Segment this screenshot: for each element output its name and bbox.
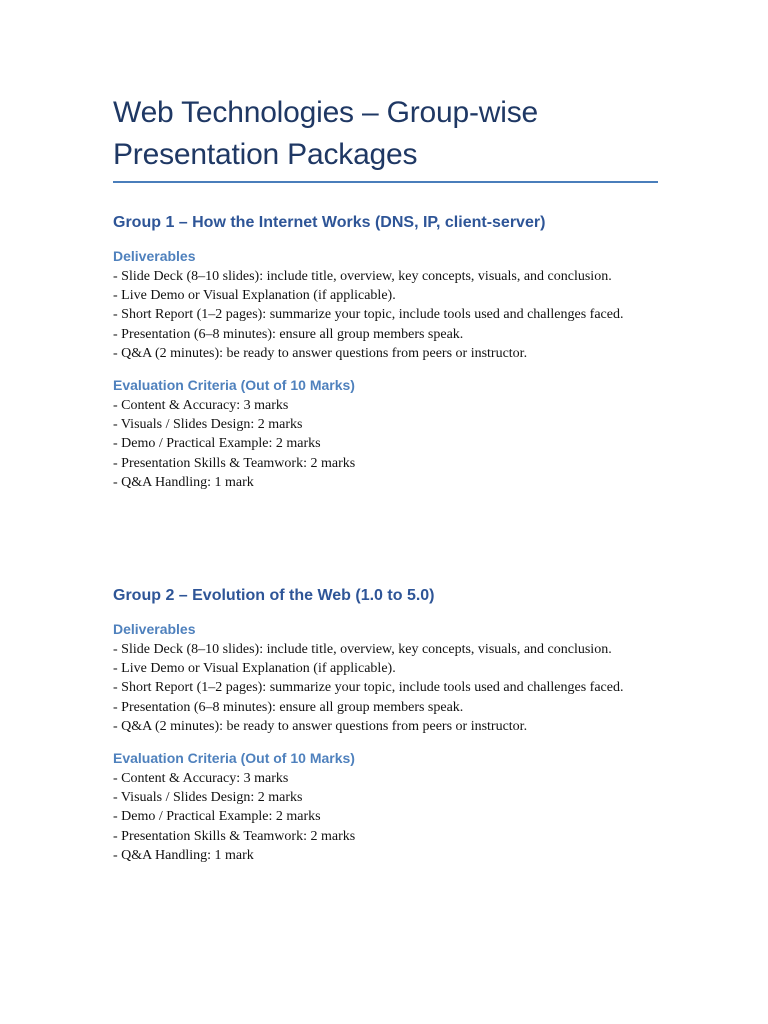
list-item: - Presentation Skills & Teamwork: 2 marks bbox=[113, 828, 356, 844]
evaluation-list bbox=[113, 396, 658, 492]
list-item: - Live Demo or Visual Explanation (if applicable). bbox=[113, 288, 396, 304]
evaluation-heading bbox=[113, 749, 658, 767]
list-item: - Slide Deck (8–10 slides): include title, overview, key concepts, visuals, and conclusion. bbox=[113, 269, 612, 284]
evaluation-list bbox=[113, 769, 658, 865]
deliverables-heading: Deliverables bbox=[113, 248, 196, 264]
list-item: - Short Report (1–2 pages): summarize your topic, include tools used and challenges faced. bbox=[113, 307, 624, 323]
evaluation-heading-text: Evaluation Criteria (Out of 10 Marks) bbox=[113, 377, 355, 394]
list-item: - Content & Accuracy: 3 marks bbox=[113, 398, 289, 414]
list-item: - Live Demo or Visual Explanation (if applicable). bbox=[113, 661, 396, 677]
document-title-line-2: Presentation Packages bbox=[113, 138, 418, 171]
deliverables-heading: Deliverables bbox=[113, 621, 196, 637]
document-title-line-1: Web Technologies – Group-wise bbox=[113, 96, 538, 129]
list-item: - Demo / Practical Example: 2 marks bbox=[113, 809, 321, 825]
group-section-2 bbox=[113, 586, 658, 865]
evaluation-heading-text: Evaluation Criteria (Out of 10 Marks) bbox=[113, 750, 355, 767]
group-section-1 bbox=[113, 213, 658, 492]
group-heading: Group 1 – How the Internet Works (DNS, IP, client-server) bbox=[113, 214, 546, 231]
document-page bbox=[113, 92, 658, 863]
group-heading: Group 2 – Evolution of the Web (1.0 to 5.0) bbox=[113, 587, 435, 604]
list-item: - Presentation (6–8 minutes): ensure all group members speak. bbox=[113, 326, 464, 342]
document-title bbox=[113, 92, 658, 176]
list-item: - Short Report (1–2 pages): summarize your topic, include tools used and challenges faced. bbox=[113, 680, 624, 696]
list-item: - Visuals / Slides Design: 2 marks bbox=[113, 790, 303, 806]
list-item: - Presentation (6–8 minutes): ensure all group members speak. bbox=[113, 699, 464, 715]
list-item: - Q&A (2 minutes): be ready to answer questions from peers or instructor. bbox=[113, 718, 528, 734]
title-underline-rule bbox=[113, 181, 658, 183]
list-item: - Q&A Handling: 1 mark bbox=[113, 474, 254, 490]
evaluation-heading bbox=[113, 376, 658, 394]
list-item: - Content & Accuracy: 3 marks bbox=[113, 771, 289, 787]
deliverables-list bbox=[113, 640, 658, 736]
deliverables-list bbox=[113, 267, 658, 363]
list-item: - Slide Deck (8–10 slides): include title, overview, key concepts, visuals, and conclusion. bbox=[113, 642, 612, 657]
list-item: - Presentation Skills & Teamwork: 2 marks bbox=[113, 455, 356, 471]
list-item: - Demo / Practical Example: 2 marks bbox=[113, 436, 321, 452]
list-item: - Visuals / Slides Design: 2 marks bbox=[113, 417, 303, 433]
list-item: - Q&A (2 minutes): be ready to answer questions from peers or instructor. bbox=[113, 345, 528, 361]
list-item: - Q&A Handling: 1 mark bbox=[113, 847, 254, 863]
